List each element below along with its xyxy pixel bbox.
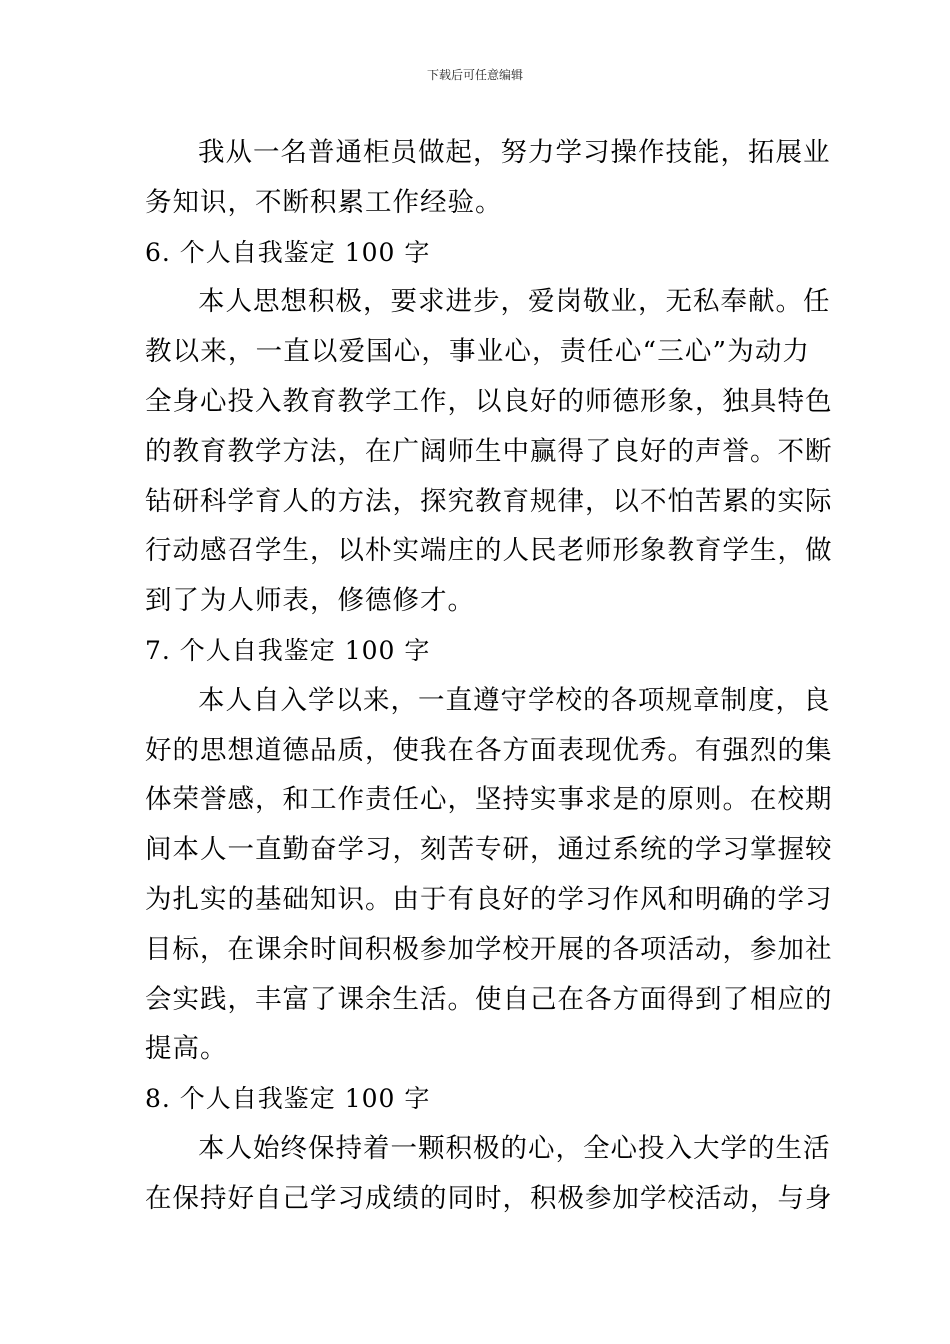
text-line: 在保持好自己学习成绩的同时，积极参加学校活动，与身 xyxy=(145,1182,833,1214)
text-line: 为扎实的基础知识。由于有良好的学习作风和明确的学习 xyxy=(145,883,833,915)
section-heading: 8. 个人自我鉴定 100 字 xyxy=(145,1084,431,1114)
text-line: 的教育教学方法，在广阔师生中赢得了良好的声誉。不断 xyxy=(145,435,833,467)
text-line: 本人始终保持着一颗积极的心，全心投入大学的生活 xyxy=(198,1132,831,1164)
section-heading: 6. 个人自我鉴定 100 字 xyxy=(145,237,431,267)
text-line: 本人自入学以来，一直遵守学校的各项规章制度，良 xyxy=(198,684,831,716)
text-line: 提高。 xyxy=(145,1033,228,1065)
text-line: 目标，在课余时间积极参加学校开展的各项活动，参加社 xyxy=(145,933,833,965)
text-line: 好的思想道德品质，使我在各方面表现优秀。有强烈的集 xyxy=(145,734,833,766)
document-body xyxy=(145,128,833,1224)
page-header-note: 下载后可任意编辑 xyxy=(426,68,523,82)
section-heading: 7. 个人自我鉴定 100 字 xyxy=(145,635,431,665)
text-line: 到了为人师表，修德修才。 xyxy=(145,585,475,617)
text-line: 教以来，一直以爱国心，事业心，责任心“三心”为动力 xyxy=(145,336,810,368)
text-line: 体荣誉感，和工作责任心，坚持实事求是的原则。在校期 xyxy=(145,784,833,816)
text-line: 我从一名普通柜员做起，努力学习操作技能，拓展业 xyxy=(198,137,831,168)
text-line: 会实践，丰富了课余生活。使自己在各方面得到了相应的 xyxy=(145,983,833,1015)
text-line: 全身心投入教育教学工作，以良好的师德形象，独具特色 xyxy=(145,385,833,417)
text-line: 钻研科学育人的方法，探究教育规律，以不怕苦累的实际 xyxy=(145,485,833,517)
text-line: 本人思想积极，要求进步，爱岗敬业，无私奉献。任 xyxy=(198,286,831,318)
text-line: 行动感召学生，以朴实端庄的人民老师形象教育学生，做 xyxy=(145,535,833,567)
text-line: 务知识，不断积累工作经验。 xyxy=(145,186,503,218)
text-line: 间本人一直勤奋学习，刻苦专研，通过系统的学习掌握较 xyxy=(145,834,833,866)
